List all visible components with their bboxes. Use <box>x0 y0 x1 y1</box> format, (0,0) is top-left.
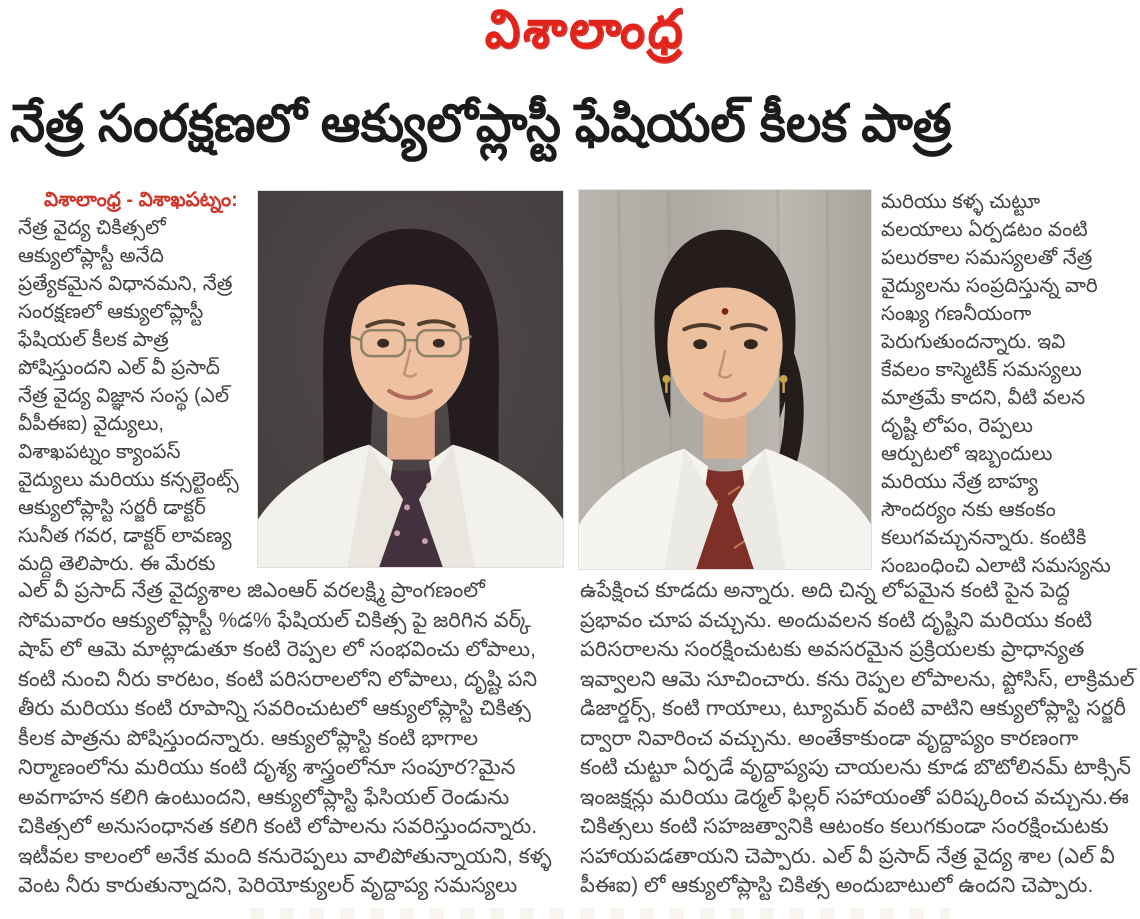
article-text-line: సోమవారం ఆక్యులోప్లాస్టీ %డ% ఫేషియల్ చికిత్స పై జరిగిన వర్క్ <box>18 608 531 632</box>
article-text-line: కీలక పాత్రను పోషిస్తుందన్నారు. ఆక్యులోప్లాస్టి కంటి భాగాల <box>18 726 479 750</box>
article-text-line: నేత్ర వైద్య చికిత్సలో <box>18 217 166 239</box>
article-text-line: పెరుగుతుందన్నారు. ఇవి <box>881 331 1066 353</box>
article-text-line: ఇంజక్షన్లు మరియు డెర్మల్ ఫిల్లర్ సహాయంతో పరిష్కరించ వచ్చును.ఈ <box>580 785 1129 809</box>
masthead <box>0 2 1140 70</box>
article-text-line: సంబంధించి ఎలాటి సమస్యను <box>881 555 1111 577</box>
doctor-photo-right <box>578 189 872 570</box>
article-text-line: ఆక్యులోప్లాస్టీ అనేది <box>18 245 164 267</box>
article-text-line: వైద్యులు మరియు కన్సల్టెంట్స్ <box>18 469 239 491</box>
article-text-line: ఫేషియల్ కీలక పాత్ర <box>18 329 169 351</box>
article-text-line: సంరక్షణలో ఆక్యులోప్లాస్టీ <box>18 301 204 323</box>
article-text-line: పలురకాల సమస్యలతో నేత్ర <box>881 247 1093 269</box>
doctor-portrait-bindi-illustration <box>579 190 871 569</box>
dateline: విశాలాంధ్ర - విశాఖపట్నం: <box>44 189 238 211</box>
masthead-logo: విశాలాంధ్ర <box>483 0 688 59</box>
article-text-line: ఇవ్వాలని ఆమె సూచించారు. కను రెప్పల లోపాలను, ప్టోసిస్, లాక్రిమల్ <box>580 667 1135 691</box>
article-text-line: తీరు మరియు కంటి రూపాన్ని సవరించుటలో ఆక్యులోప్లాస్టి చికిత్స <box>18 697 531 720</box>
article-text-line: ఇటీవల కాలంలో అనేక మంది కనురెప్పలు వాలిపోతున్నాయని, కళ్ళ <box>18 844 552 868</box>
article-text-line: మరియు నేత్ర బాహ్య <box>881 471 1039 493</box>
article-text-line: చికిత్సలు కంటి సహజత్వానికి ఆటంకం కలుగకుండా సంరక్షించుటకు <box>580 815 1109 838</box>
article-text-line: అవగాహన కలిగి ఉంటుందని, ఆక్యులోప్లాస్టి ఫేసియల్ రెండును <box>18 785 510 809</box>
article-text-line: కేవలం కాస్మెటిక్ సమస్యలు <box>881 359 1082 381</box>
article-text-line: మరియు కళ్ళ చుట్టూ <box>881 191 1041 213</box>
article-text-line: చికిత్సలో అనుసంధానత కలిగి కంటి లోపాలను సవరిస్తుందన్నారు. <box>18 815 538 838</box>
doctor-photo-left <box>257 190 564 568</box>
article-text-line: పోషిస్తుందని ఎల్ వీ ప్రసాద్ <box>18 357 220 379</box>
article-text-line: దృష్టి లోపం, రెప్పలు <box>881 415 1033 437</box>
left-text-column <box>18 186 254 578</box>
article-text-line: సంఖ్య గణనీయంగా <box>881 303 1032 325</box>
bottom-right-paragraph <box>580 576 1140 901</box>
article-text-line: ఆక్యులోప్లాస్టి సర్జరీ డాక్టర్ <box>18 497 206 519</box>
article-text-line: ప్రత్యేకమైన విధానమని, నేత్ర <box>18 273 233 295</box>
article-text-line: కలుగవచ్చునన్నారు. కంటికి <box>881 527 1087 549</box>
article-text-line: సునీత గవర, డాక్టర్ లావణ్య <box>18 525 232 547</box>
article-text-line: ఎల్ వీ ప్రసాద్ నేత్ర వైద్యశాల జిఎంఆర్ వరలక్ష్మి ప్రాంగణంలో <box>18 579 485 602</box>
right-text-column <box>881 188 1140 580</box>
bottom-left-paragraph <box>18 576 578 901</box>
article-text-line: మద్ది తెలిపారు. ఈ మేరకు <box>18 553 216 575</box>
article-text-line: షాప్ లో ఆమె మాట్లాడుతూ కంటి రెప్పల లో సంభవించు లోపాలు, <box>18 638 536 661</box>
article-text-line: సౌందర్యం నకు ఆకంకం <box>881 499 1056 521</box>
article-text-line: సహాయపడతాయని చెప్పారు. ఎల్ వీ ప్రసాద్ నేత్ర వైద్య శాల (ఎల్ వీ <box>580 844 1115 868</box>
article-text-line: నిర్మాణంలోను మరియు కంటి దృశ్య శాస్త్రంలోనూ సంపూర?మైన <box>18 756 516 779</box>
article-text-line: వలయాలు ఏర్పడటం వంటి <box>881 219 1088 241</box>
article-text-line: మాత్రమే కాదని, వీటి వలన <box>881 387 1086 409</box>
article-text-line: వైద్యులను సంప్రదిస్తున్న వారి <box>881 275 1098 297</box>
article-text-line: ద్వారా నివారించ వచ్చును. అంతేకాకుండా వృద్దాప్యం కారణంగా <box>580 726 1079 750</box>
article-text-line: పీఈఐ) లో ఆక్యులోప్లాస్టి చికిత్స అందుబాటులో ఉందని చెప్పారు. <box>580 874 1094 897</box>
article-text-line: డిజార్డర్స్, కంటి గాయాలు, ట్యూమర్ వంటి వాటిని ఆక్యులోప్లాస్టి సర్జరీ <box>580 697 1126 720</box>
article-text-line: ఉపేక్షించ కూడదు అన్నారు. అది చిన్న లోపమైన కంటి పైన పెద్ద <box>580 579 1070 602</box>
article-text-line: వెంట నీరు కారుతున్నాదని, పెరియోక్యులర్ వృద్దాప్య సమస్యలు <box>18 874 518 897</box>
article-text-line: నేత్ర వైద్య విజ్ఞాన సంస్థ (ఎల్ <box>18 385 230 407</box>
left-column-lines <box>18 214 254 578</box>
article-text-line: పరిసరాలను సంరక్షించుటకు అవసరమైన ప్రక్రియలకు ప్రాధాన్యత <box>580 638 1085 661</box>
article-text-line: ప్రభావం చూప వచ్చును. అందువలన కంటి దృష్టిని మరియు కంటి <box>580 608 1093 632</box>
article-text-line: కంటి నుంచి నీరు కారటం, కంటి పరిసరాలలోని లోపాలు, దృష్టి పని <box>18 667 538 691</box>
article-text-line: కంటి చుట్టూ ఏర్పడే వృద్దాప్యపు చాయలను కూడ బొటోలినమ్ టాక్సిన్ <box>580 756 1132 779</box>
cut-off-content-strip <box>250 908 950 919</box>
article-text-line: విశాఖపట్నం క్యాంపస్ <box>18 441 181 463</box>
article-headline: నేత్ర సంరక్షణలో ఆక్యులోప్లాస్టీ ఫేషియల్ కీలక పాత్ర <box>10 94 952 153</box>
article-text-line: ఆర్పుటలో ఇబ్బందులు <box>881 443 1053 465</box>
article-text-line: వీపీఈఐ) వైద్యులు, <box>18 413 164 435</box>
doctor-portrait-glasses-illustration <box>258 191 563 567</box>
